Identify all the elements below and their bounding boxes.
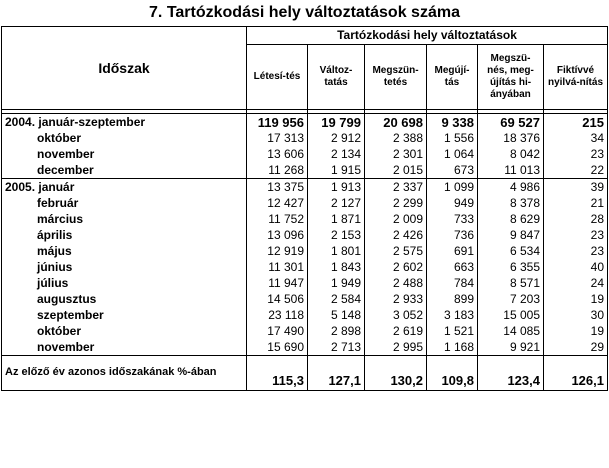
cell: 9 921 — [478, 339, 544, 356]
row-label: október — [2, 323, 247, 339]
cell: 23 — [544, 146, 608, 162]
cell: 6 534 — [478, 243, 544, 259]
cell: 2 575 — [365, 243, 427, 259]
cell: 17 490 — [247, 323, 308, 339]
cell: 115,3 — [247, 356, 308, 391]
table-row — [2, 243, 608, 259]
footer-label: Az előző év azonos időszakának %-ában — [2, 356, 247, 391]
row-label: szeptember — [2, 307, 247, 323]
cell: 2 299 — [365, 195, 427, 211]
cell: 673 — [427, 162, 478, 179]
cell: 4 986 — [478, 179, 544, 196]
footer-row — [2, 356, 608, 391]
cell: 30 — [544, 307, 608, 323]
table-row — [2, 211, 608, 227]
cell: 109,8 — [427, 356, 478, 391]
cell: 1 871 — [308, 211, 365, 227]
col-header: Megszün-tetés — [365, 45, 427, 110]
cell: 1 915 — [308, 162, 365, 179]
cell: 126,1 — [544, 356, 608, 391]
row-label: április — [2, 227, 247, 243]
cell: 40 — [544, 259, 608, 275]
cell: 1 949 — [308, 275, 365, 291]
cell: 663 — [427, 259, 478, 275]
cell: 8 629 — [478, 211, 544, 227]
cell: 17 313 — [247, 130, 308, 146]
row-label: augusztus — [2, 291, 247, 307]
cell: 7 203 — [478, 291, 544, 307]
cell: 20 698 — [365, 114, 427, 131]
cell: 14 085 — [478, 323, 544, 339]
cell: 69 527 — [478, 114, 544, 131]
cell: 6 355 — [478, 259, 544, 275]
table-row — [2, 179, 608, 196]
cell: 14 506 — [247, 291, 308, 307]
table-row — [2, 339, 608, 356]
col-header: Változ-tatás — [308, 45, 365, 110]
cell: 2 009 — [365, 211, 427, 227]
table-row — [2, 323, 608, 339]
cell: 1 168 — [427, 339, 478, 356]
cell: 1 099 — [427, 179, 478, 196]
cell: 123,4 — [478, 356, 544, 391]
cell: 19 — [544, 291, 608, 307]
cell: 19 799 — [308, 114, 365, 131]
cell: 3 183 — [427, 307, 478, 323]
cell: 2 153 — [308, 227, 365, 243]
cell: 23 118 — [247, 307, 308, 323]
cell: 11 947 — [247, 275, 308, 291]
cell: 9 338 — [427, 114, 478, 131]
table-row — [2, 114, 608, 131]
table-row — [2, 291, 608, 307]
row-label: 2005. január — [2, 179, 247, 196]
cell: 13 375 — [247, 179, 308, 196]
cell: 11 013 — [478, 162, 544, 179]
table-row — [2, 275, 608, 291]
cell: 1 801 — [308, 243, 365, 259]
row-label: február — [2, 195, 247, 211]
cell: 29 — [544, 339, 608, 356]
cell: 2 301 — [365, 146, 427, 162]
cell: 119 956 — [247, 114, 308, 131]
page-title: 7. Tartózkodási hely változtatások száma — [149, 4, 460, 21]
cell: 784 — [427, 275, 478, 291]
cell: 11 752 — [247, 211, 308, 227]
cell: 13 096 — [247, 227, 308, 243]
cell: 8 571 — [478, 275, 544, 291]
cell: 127,1 — [308, 356, 365, 391]
cell: 733 — [427, 211, 478, 227]
cell: 39 — [544, 179, 608, 196]
cell: 19 — [544, 323, 608, 339]
cell: 11 268 — [247, 162, 308, 179]
row-label: december — [2, 162, 247, 179]
cell: 22 — [544, 162, 608, 179]
cell: 949 — [427, 195, 478, 211]
cell: 2 337 — [365, 179, 427, 196]
cell: 2 134 — [308, 146, 365, 162]
table-row — [2, 130, 608, 146]
cell: 18 376 — [478, 130, 544, 146]
cell: 2 488 — [365, 275, 427, 291]
col-header: Megújí-tás — [427, 45, 478, 110]
cell: 2 619 — [365, 323, 427, 339]
row-label: március — [2, 211, 247, 227]
cell: 215 — [544, 114, 608, 131]
col-header: Létesí-tés — [247, 45, 308, 110]
cell: 12 427 — [247, 195, 308, 211]
cell: 1 521 — [427, 323, 478, 339]
table-row — [2, 259, 608, 275]
row-label: november — [2, 339, 247, 356]
col-header: Megszü-nés, meg-újítás hi-ányában — [478, 45, 544, 110]
cell: 8 042 — [478, 146, 544, 162]
cell: 1 556 — [427, 130, 478, 146]
cell: 2 602 — [365, 259, 427, 275]
row-label: 2004. január-szeptember — [2, 114, 247, 131]
cell: 23 — [544, 227, 608, 243]
cell: 2 015 — [365, 162, 427, 179]
cell: 2 127 — [308, 195, 365, 211]
row-label: október — [2, 130, 247, 146]
cell: 21 — [544, 195, 608, 211]
cell: 2 713 — [308, 339, 365, 356]
table-row — [2, 162, 608, 179]
cell: 5 148 — [308, 307, 365, 323]
cell: 2 933 — [365, 291, 427, 307]
cell: 28 — [544, 211, 608, 227]
cell: 9 847 — [478, 227, 544, 243]
data-table — [1, 26, 608, 391]
cell: 13 606 — [247, 146, 308, 162]
cell: 736 — [427, 227, 478, 243]
cell: 8 378 — [478, 195, 544, 211]
group-header: Tartózkodási hely változtatások — [247, 27, 608, 45]
cell: 11 301 — [247, 259, 308, 275]
cell: 2 388 — [365, 130, 427, 146]
cell: 23 — [544, 243, 608, 259]
table-row — [2, 195, 608, 211]
row-label: november — [2, 146, 247, 162]
cell: 130,2 — [365, 356, 427, 391]
cell: 15 005 — [478, 307, 544, 323]
period-header: Időszak — [2, 27, 247, 110]
table-row — [2, 146, 608, 162]
cell: 1 843 — [308, 259, 365, 275]
cell: 2 912 — [308, 130, 365, 146]
cell: 1 913 — [308, 179, 365, 196]
cell: 2 995 — [365, 339, 427, 356]
table-row — [2, 227, 608, 243]
cell: 12 919 — [247, 243, 308, 259]
row-label: május — [2, 243, 247, 259]
col-header: Fiktívvé nyilvá-nítás — [544, 45, 608, 110]
cell: 691 — [427, 243, 478, 259]
row-label: július — [2, 275, 247, 291]
cell: 15 690 — [247, 339, 308, 356]
cell: 24 — [544, 275, 608, 291]
cell: 1 064 — [427, 146, 478, 162]
cell: 2 584 — [308, 291, 365, 307]
cell: 34 — [544, 130, 608, 146]
table-row — [2, 307, 608, 323]
cell: 2 426 — [365, 227, 427, 243]
cell: 899 — [427, 291, 478, 307]
row-label: június — [2, 259, 247, 275]
cell: 3 052 — [365, 307, 427, 323]
cell: 2 898 — [308, 323, 365, 339]
